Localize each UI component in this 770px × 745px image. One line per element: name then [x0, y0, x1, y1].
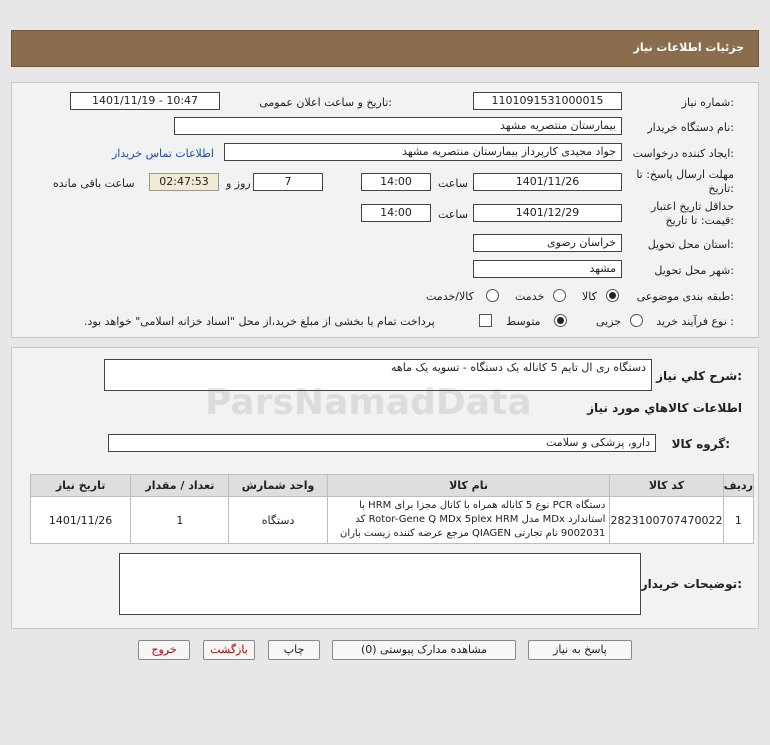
category-goods-label: کالا	[582, 290, 597, 303]
summary-field: دستگاه ری ال تایم 5 کاناله یک دستگاه - تسویه یک ماهه	[104, 359, 652, 391]
table-row	[31, 497, 754, 544]
deadline-time-field: 14:00	[361, 173, 431, 191]
creator-field: جواد مجیدی کارپرداز بیمارستان منتصریه مشهد	[224, 143, 622, 161]
cell-row: 1	[723, 497, 753, 544]
page-title: جزئیات اطلاعات نیاز	[633, 41, 744, 54]
creator-label: ایجاد کننده درخواست:	[632, 147, 734, 160]
attachments-button[interactable]: مشاهده مدارک پیوستی (0)	[332, 640, 516, 660]
col-qty: تعداد / مقدار	[131, 475, 229, 497]
category-label: طبقه بندی موضوعی:	[636, 290, 734, 303]
category-service-radio[interactable]	[553, 289, 566, 302]
announce-label: تاریخ و ساعت اعلان عمومی:	[259, 96, 392, 109]
summary-label: شرح کلي نياز:	[656, 369, 742, 383]
col-date: تاریخ نیاز	[31, 475, 131, 497]
announce-field: 1401/11/19 - 10:47	[70, 92, 220, 110]
process-label: نوع فرآیند خرید :	[656, 315, 734, 328]
process-minor-label: جزیی	[596, 315, 622, 328]
cell-qty: 1	[131, 497, 229, 544]
buyer-notes-label: توضیحات خریدار:	[640, 577, 742, 591]
goods-section-title: اطلاعات کالاهاي مورد نياز	[587, 401, 742, 415]
category-goods-radio[interactable]	[606, 289, 619, 302]
province-label: استان محل تحویل:	[647, 238, 734, 251]
buyer-notes-field	[119, 553, 641, 615]
print-button[interactable]: چاپ	[268, 640, 320, 660]
col-code: کد کالا	[610, 475, 723, 497]
goods-group-field: دارو، پزشکی و سلامت	[108, 434, 656, 452]
category-goods-service-label: کالا/خدمت	[426, 290, 474, 303]
remaining-time-field: 02:47:53	[149, 173, 219, 191]
deadline-time-label: ساعت	[438, 177, 468, 190]
deadline-label-1: مهلت ارسال پاسخ: تا	[636, 168, 734, 181]
validity-label-1: حداقل تاریخ اعتبار	[650, 200, 734, 213]
process-medium-label: متوسط	[506, 315, 541, 328]
deadline-label-2: تاریخ:	[708, 182, 734, 195]
city-label: شهر محل تحویل:	[654, 264, 734, 277]
remaining-label: ساعت باقی مانده	[53, 177, 135, 190]
province-field: خراسان رضوی	[473, 234, 622, 252]
days-field: 7	[253, 173, 323, 191]
category-service-label: خدمت	[515, 290, 545, 303]
cell-code: 2823100707470022	[610, 497, 723, 544]
cell-date: 1401/11/26	[31, 497, 131, 544]
goods-table-header	[31, 475, 754, 497]
col-unit: واحد شمارش	[229, 475, 327, 497]
need-number-field: 1101091531000015	[473, 92, 622, 110]
validity-date-field: 1401/12/29	[473, 204, 622, 222]
cell-name-line-1: دستگاه PCR نوع 5 کاناله همراه با کانال مجزا برای HRM با	[359, 500, 606, 511]
col-row: ردیف	[723, 475, 753, 497]
validity-label-2: قیمت: تا تاریخ:	[665, 214, 734, 227]
days-label: روز و	[226, 177, 251, 190]
cell-name-line-2: استاندارد MDx مدل Rotor-Gene Q MDx 5plex HRM کد	[355, 514, 606, 525]
need-number-label: شماره نیاز:	[681, 96, 734, 109]
treasury-checkbox[interactable]	[479, 314, 492, 327]
buyer-field: بیمارستان منتصریه مشهد	[174, 117, 622, 135]
validity-time-field: 14:00	[361, 204, 431, 222]
cell-unit: دستگاه	[229, 497, 327, 544]
goods-table	[30, 474, 754, 544]
validity-time-label: ساعت	[438, 208, 468, 221]
cell-name	[327, 497, 610, 544]
buyer-label: نام دستگاه خریدار:	[647, 121, 734, 134]
cell-name-line-3: 9002031 نام تجارتی QIAGEN مرجع عرضه کننده زیست باران	[339, 528, 606, 539]
process-medium-radio[interactable]	[554, 314, 567, 327]
category-goods-service-radio[interactable]	[486, 289, 499, 302]
goods-group-label: گروه کالا:	[671, 437, 730, 451]
back-button[interactable]: بازگشت	[203, 640, 255, 660]
info-panel	[11, 82, 759, 338]
exit-button[interactable]: خروج	[138, 640, 190, 660]
process-minor-radio[interactable]	[630, 314, 643, 327]
reply-button[interactable]: پاسخ به نیاز	[528, 640, 632, 660]
contact-buyer-link[interactable]: اطلاعات تماس خریدار	[112, 147, 214, 160]
treasury-text: پرداخت تمام یا بخشی از مبلغ خرید،از محل "اسناد خزانه اسلامی" خواهد بود.	[84, 315, 435, 328]
deadline-date-field: 1401/11/26	[473, 173, 622, 191]
city-field: مشهد	[473, 260, 622, 278]
page-header	[11, 30, 759, 67]
col-name: نام کالا	[327, 475, 610, 497]
goods-panel	[11, 347, 759, 629]
